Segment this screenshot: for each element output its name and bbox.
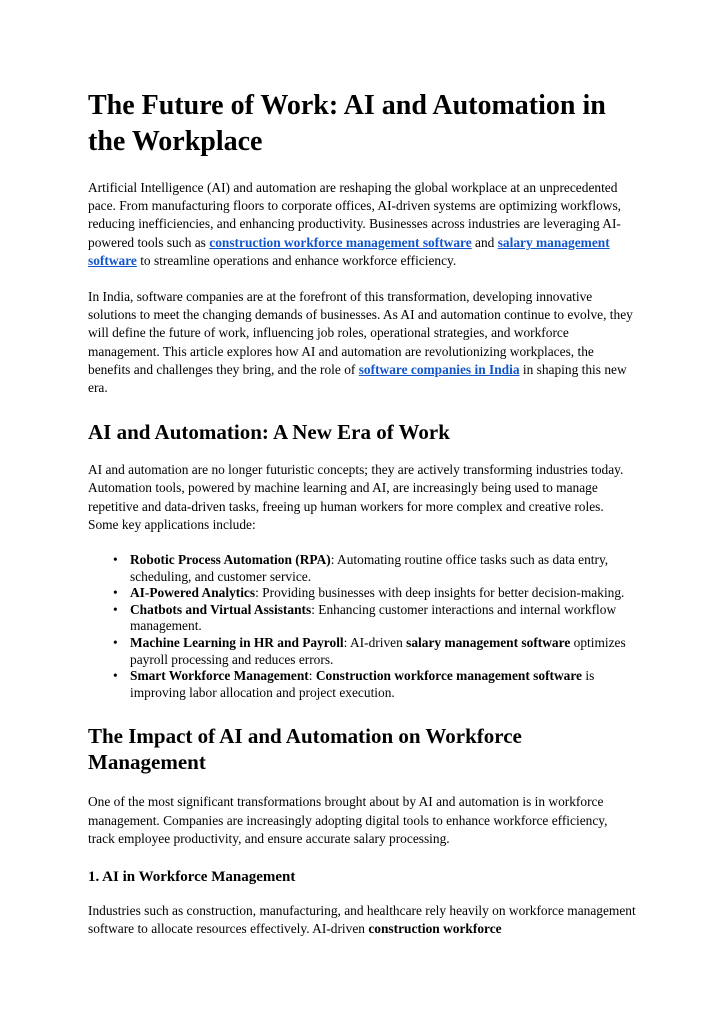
- list-item-emphasis: salary management software: [406, 635, 571, 651]
- list-item-text: optimizes payroll processing and reduces errors.: [130, 635, 626, 667]
- bullet-icon: •: [113, 601, 118, 617]
- list-item-text: : Providing businesses with deep insights for better decision-making.: [255, 585, 625, 601]
- document-title: The Future of Work: AI and Automation in the Workplace: [88, 90, 606, 157]
- section-heading-ai-automation: AI and Automation: A New Era of Work: [88, 420, 450, 445]
- list-item: [88, 635, 636, 668]
- list-item: [88, 668, 636, 701]
- bullet-icon: •: [113, 668, 118, 684]
- intro-p2-text-b: in shaping this new era.: [88, 361, 627, 396]
- intro-p1-text-b: and: [471, 234, 498, 250]
- list-item-emphasis: Construction workforce management software: [315, 668, 582, 684]
- software-companies-in-india-link[interactable]: software companies in India: [358, 361, 520, 377]
- list-item-text: is improving labor allocation and project execution.: [130, 668, 595, 700]
- applications-list: [88, 552, 636, 701]
- list-item-title: Robotic Process Automation (RPA): [130, 552, 331, 568]
- sub-paragraph-text: Industries such as construction, manufacturing, and healthcare rely heavily on workforce management software to allocate resources effectively. AI-driven: [88, 903, 636, 937]
- list-item-title: Smart Workforce Management: [130, 668, 309, 684]
- section-heading-impact: The Impact of AI and Automation on Workforce Management: [88, 724, 522, 775]
- intro-p2-text-a: In India, software companies are at the forefront of this transformation, developing innovative solutions to meet the changing demands of businesses. As AI and automation continue to evolve, they will define the future of work, influencing job roles, operational strategies, and workforce management. This article explores how AI and automation are revolutionizing workplaces, the benefits and challenges they bring, and the role of: [88, 289, 633, 377]
- section2-paragraph: One of the most significant transformations brought about by AI and automation is in workforce management. Companies are increasingly adopting digital tools to enhance workforce efficiency, track employee productivity, and ensure accurate salary processing.: [88, 794, 608, 846]
- intro-paragraph-2: [88, 288, 636, 397]
- list-item-title: AI-Powered Analytics: [130, 585, 256, 601]
- bullet-icon: •: [113, 635, 118, 651]
- bullet-icon: •: [113, 552, 118, 568]
- intro-p1-text-a: Artificial Intelligence (AI) and automation are reshaping the global workplace at an unprecedented pace. From manufacturing floors to corporate offices, AI-driven systems are optimizing workflows, reducing inefficiencies, and enhancing productivity. Businesses across industries are leveraging AI-powered tools such as: [88, 180, 622, 250]
- list-item-text: :: [308, 668, 316, 684]
- sub-paragraph: [88, 902, 636, 938]
- sub-paragraph-emphasis: construction workforce: [368, 921, 502, 937]
- construction-workforce-management-software-link[interactable]: construction workforce management software: [209, 234, 472, 250]
- bullet-icon: •: [113, 585, 118, 601]
- sub-heading-ai-workforce: 1. AI in Workforce Management: [88, 869, 296, 885]
- list-item-text: : Automating routine office tasks such as data entry, scheduling, and customer service.: [130, 552, 609, 584]
- list-item: [88, 602, 636, 635]
- list-item-text: : AI-driven: [343, 635, 407, 651]
- list-item: [88, 585, 636, 602]
- intro-paragraph-1: [88, 179, 636, 270]
- salary-management-software-link[interactable]: salary management software: [88, 234, 610, 268]
- document-page: [88, 0, 636, 938]
- list-item: [88, 552, 636, 585]
- section1-paragraph: AI and automation are no longer futuristic concepts; they are actively transforming industries today. Automation tools, powered by machine learning and AI, are increasingly being used to manage repetitive and data-driven tasks, freeing up human workers for more complex and creative roles. Some key applications include:: [88, 462, 624, 532]
- list-item-title: Chatbots and Virtual Assistants: [130, 601, 312, 617]
- list-item-title: Machine Learning in HR and Payroll: [130, 635, 344, 651]
- list-item-text: : Enhancing customer interactions and internal workflow management.: [130, 601, 617, 634]
- intro-p1-text-c: to streamline operations and enhance workforce efficiency.: [136, 252, 457, 268]
